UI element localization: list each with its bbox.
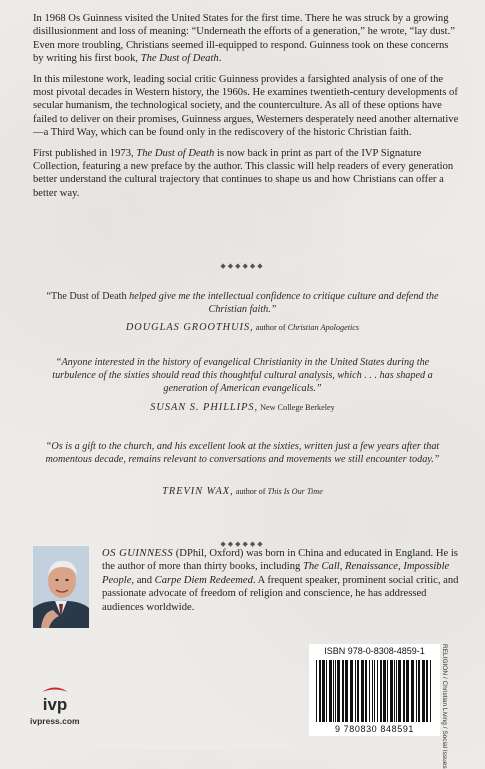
svg-text:ivp: ivp [42, 695, 68, 714]
author-portrait-illustration [33, 546, 89, 628]
barcode-bar [403, 660, 405, 722]
isbn-barcode [309, 644, 440, 736]
barcode-digits: 9 780830 848591 [334, 724, 415, 734]
barcode-bar [335, 660, 336, 722]
barcode-bar [383, 660, 386, 722]
barcode-bar [350, 660, 353, 722]
barcode-bar [411, 660, 414, 722]
barcode-bar [394, 660, 395, 722]
barcode-bar [406, 660, 409, 722]
book-title: The Dust of Death [136, 147, 215, 159]
description-paragraph-3: First published in 1973, The Dust of Death is now back in print as part of the IVP Signature Collection, featuring a new preface by the author. This classic will help readers of every generation better understand the cultural trajectory that continues to shape us and how Christians can offer a better way. [33, 147, 454, 199]
barcode-bar [387, 660, 388, 722]
description-paragraph-2: In this milestone work, leading social critic Guinness provides a farsighted analysis of one of the most pivotal decades in Western history, the 1960s. He examines twentieth-century developments of secular humanism, the technological society, and the counterculture. As all of these options have failed to deliver on their promises, Guinness argues, Westerners desperately need another alternative—a Third Way, which can be found only in the rediscovery of the historic Christian faith. [33, 73, 459, 139]
barcode-bar [377, 660, 378, 722]
endorsement-attribution: DOUGLAS GROOTHUIS, author of Christian Apologetics [125, 322, 360, 333]
endorsement-quote: “The Dust of Death helped give me the intellectual confidence to critique culture and defend the Christian faith.” [46, 291, 439, 315]
endorsement-quote: “Anyone interested in the history of evangelical Christianity in the United States during the turbulence of the sixties should read this thoughtful cultural analysis, which . . . has shaped a generation of American evangelicals.” [52, 357, 433, 394]
barcode-bar [398, 660, 401, 722]
barcode-bar [422, 660, 425, 722]
barcode-bar [380, 660, 382, 722]
barcode-bar [342, 660, 344, 722]
ivp-logo-mark [33, 684, 77, 716]
barcode-bar [365, 660, 367, 722]
barcode-bar [430, 660, 431, 722]
barcode-bar [396, 660, 397, 722]
barcode-bar [418, 660, 420, 722]
book-title: The Dust of Death [140, 53, 219, 65]
book-description [33, 12, 461, 207]
barcode-bar [319, 660, 321, 722]
category-label: RELIGION / Christian Living / Social Issues [441, 644, 448, 769]
barcode-bar [326, 660, 327, 722]
barcode-bar [416, 660, 417, 722]
barcode-bar [337, 660, 340, 722]
endorsement-attribution: TREVIN WAX, author of This Is Our Time [162, 486, 323, 497]
barcode-bar [355, 660, 356, 722]
barcode-bar [426, 660, 428, 722]
author-name: OS GUINNESS [102, 548, 174, 559]
author-bio: OS GUINNESS (DPhil, Oxford) was born in China and educated in England. He is the author of more than thirty books, including The Call, Renaissance, Impossible People, and Carpe Diem Redeemed. A frequent speaker, prominent social critic, and passionate advocate of freedom of religion and conscience, he has addressed audiences worldwide. [102, 548, 459, 613]
barcode-bar [390, 660, 393, 722]
author-photo [33, 546, 89, 628]
barcode-bar [316, 660, 317, 722]
endorsement-attribution: SUSAN S. PHILLIPS, New College Berkeley [150, 402, 335, 413]
barcode-bar [345, 660, 348, 722]
ornament-divider: ◆◆◆◆◆◆ [220, 262, 265, 270]
barcode-bar [361, 660, 364, 722]
barcode-bar [322, 660, 325, 722]
barcode-bar [369, 660, 370, 722]
barcode-bar [374, 660, 375, 722]
isbn-label: ISBN 978-0-8308-4859-1 [324, 646, 425, 656]
description-paragraph-1: In 1968 Os Guinness visited the United States for the first time. There he was struck by a growing disillusionment and loss of meaning: “Underneath the efforts of a generation,” he wrote, “lay dust.” Even more troubling, Christians seemed ill-equipped to respond. Guinness took on these concerns by writing his first book, The Dust of Death. [33, 13, 455, 65]
barcode-bars [312, 658, 437, 724]
endorsement-quote: “Os is a gift to the church, and his excellent look at the sixties, written just a few years after that momentous decade, remains relevant to conversations and movements we still encounter today.” [45, 441, 440, 465]
barcode-bar [372, 660, 373, 722]
barcode-bar [357, 660, 359, 722]
barcode-bar [333, 660, 334, 722]
barcode-bar [329, 660, 332, 722]
publisher-website: ivpress.com [30, 716, 80, 726]
ornament-divider: ◆◆◆◆◆◆ [220, 540, 265, 548]
